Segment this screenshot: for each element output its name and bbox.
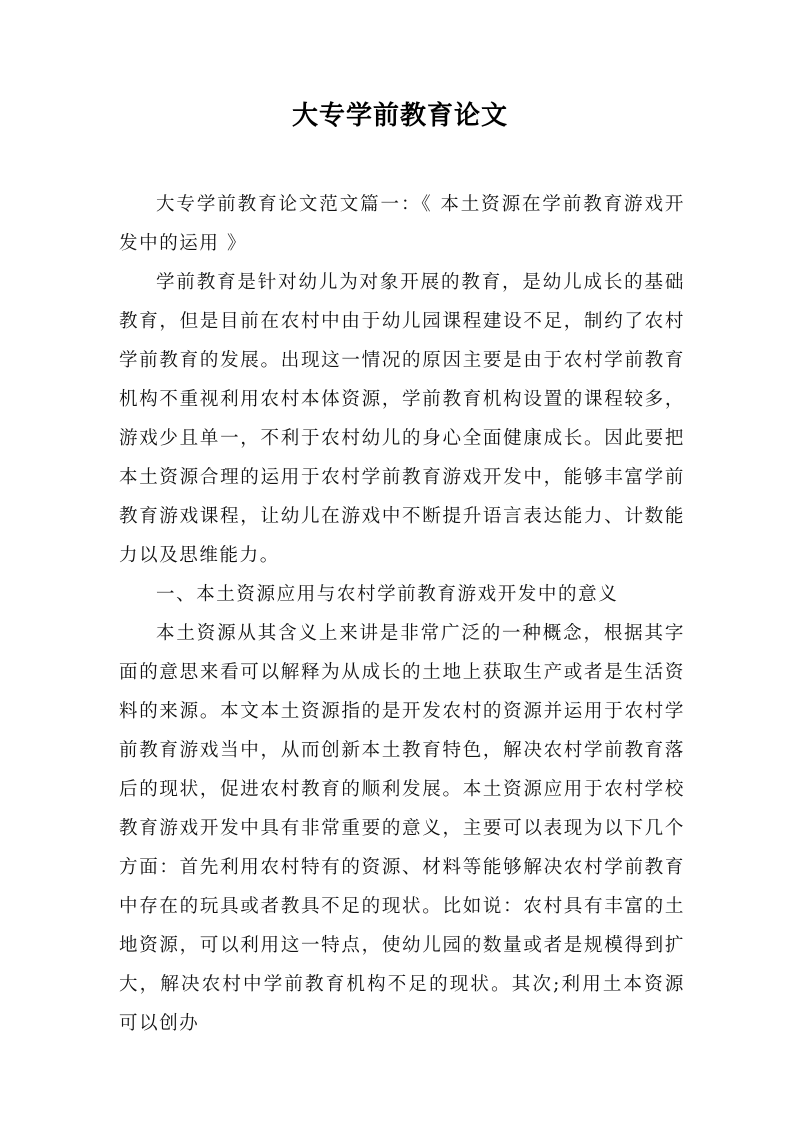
- section-heading: 一、本土资源应用与农村学前教育游戏开发中的意义: [156, 584, 619, 605]
- document-body: [119, 185, 685, 1043]
- paragraph-article-heading: 大专学前教育论文范文篇一：《 本土资源在学前教育游戏开发中的运用 》: [119, 194, 685, 254]
- paragraph-body: 本土资源从其含义上来讲是非常广泛的一种概念，根据其字面的意思来看可以解释为从成长的土地上获取生产或者是生活资料的来源。本文本土资源指的是开发农村的资源并运用于农村学前教育游戏当中，从而创新本土教育特色，解决农村学前教育落后的现状，促进农村教育的顺利发展。本土资源应用于农村学校教育游戏开发中具有非常重要的意义，主要可以表现为以下几个方面：首先利用农村特有的资源、材料等能够解决农村学前教育中存在的玩具或者教具不足的现状。比如说：农村具有丰富的土地资源，可以利用这一特点，使幼儿园的数量或者是规模得到扩大，解决农村中学前教育机构不足的现状。其次;利用土本资源可以创办: [119, 623, 685, 1034]
- document-title: 大专学前教育论文: [291, 101, 508, 131]
- paragraph-intro: 学前教育是针对幼儿为对象开展的教育，是幼儿成长的基础教育，但是目前在农村中由于幼儿园课程建设不足，制约了农村学前教育的发展。出现这一情况的原因主要是由于农村学前教育机构不重视利用农村本体资源，学前教育机构设置的课程较多，游戏少且单一，不利于农村幼儿的身心全面健康成长。因此要把本土资源合理的运用于农村学前教育游戏开发中，能够丰富学前教育游戏课程，让幼儿在游戏中不断提升语言表达能力、计数能力以及思维能力。: [119, 272, 685, 566]
